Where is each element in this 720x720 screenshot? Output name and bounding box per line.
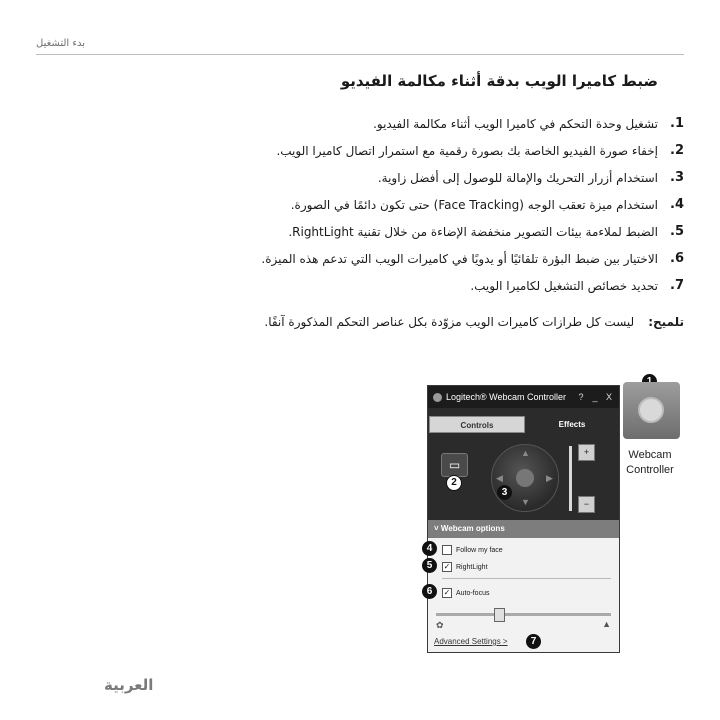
follow-face-label: Follow my face bbox=[456, 546, 503, 554]
tab-effects[interactable]: Effects bbox=[558, 420, 586, 429]
autofocus-label: Auto-focus bbox=[456, 589, 490, 597]
pan-right-icon[interactable]: ▶ bbox=[546, 473, 553, 483]
list-item bbox=[124, 220, 684, 247]
focus-slider[interactable] bbox=[436, 613, 611, 616]
tip-note bbox=[264, 315, 684, 329]
webcam-options-header[interactable] bbox=[428, 520, 619, 538]
step-text: الاختيار بين ضبط البؤرة تلقائيًا أو يدويًا في كاميرات الويب التي تدعم هذه الميزة. bbox=[261, 252, 658, 266]
divider bbox=[442, 578, 611, 579]
zoom-out-icon[interactable]: − bbox=[578, 496, 595, 513]
advanced-settings-link[interactable]: Advanced Settings > bbox=[434, 637, 508, 646]
focus-slider-thumb[interactable] bbox=[494, 608, 505, 622]
callout-marker-3: 3 bbox=[497, 485, 512, 500]
pan-left-icon[interactable]: ◀ bbox=[496, 473, 503, 483]
tip-text: ليست كل طرازات كاميرات الويب مزوّدة بكل عناصر التحكم المذكورة آنفًا. bbox=[264, 315, 635, 329]
window-title: Logitech® Webcam Controller bbox=[446, 392, 567, 402]
video-mute-button[interactable]: ▭ bbox=[441, 453, 468, 477]
zoom-track[interactable] bbox=[569, 446, 572, 511]
minimize-button[interactable]: _ bbox=[592, 392, 598, 402]
step-text: استخدام أزرار التحريك والإمالة للوصول إلى أفضل زاوية. bbox=[377, 171, 658, 185]
rightlight-option[interactable] bbox=[442, 562, 488, 572]
callout-marker-5: 5 bbox=[422, 558, 437, 573]
webcam-controller-window bbox=[427, 385, 620, 653]
rightlight-label: RightLight bbox=[456, 563, 488, 571]
step-number: 4. bbox=[670, 197, 684, 212]
step-text: إخفاء صورة الفيديو الخاصة بك بصورة رقمية مع استمرار اتصال كاميرا الويب. bbox=[276, 144, 658, 158]
step-text: استخدام ميزة تعقب الوجه (Face Tracking) حتى تكون دائمًا في الصورة. bbox=[290, 198, 658, 212]
step-number: 5. bbox=[670, 224, 684, 239]
step-text: تشغيل وحدة التحكم في كاميرا الويب أثناء مكالمة الفيديو. bbox=[373, 117, 658, 131]
app-label: Webcam Controller bbox=[626, 449, 674, 476]
zoom-in-icon[interactable]: + bbox=[578, 444, 595, 461]
callout-marker-6: 6 bbox=[422, 584, 437, 599]
callout-marker-7: 7 bbox=[526, 634, 541, 649]
tilt-up-icon[interactable]: ▲ bbox=[521, 448, 530, 458]
section-title: بدء التشغيل bbox=[36, 38, 86, 49]
page-header bbox=[36, 36, 684, 55]
step-text: الضبط لملاءمة بيئات التصوير منخفضة الإضاءة من خلال تقنية RightLight. bbox=[288, 225, 658, 239]
pan-tilt-icon bbox=[638, 397, 664, 423]
close-button[interactable]: X bbox=[605, 392, 612, 402]
options-header-label: Webcam options bbox=[440, 524, 505, 533]
language-label: العربية bbox=[104, 676, 154, 694]
follow-face-checkbox[interactable] bbox=[442, 545, 452, 555]
step-number: 7. bbox=[670, 278, 684, 293]
pan-tilt-pad[interactable] bbox=[491, 444, 559, 512]
tab-controls[interactable]: Controls bbox=[429, 416, 525, 433]
list-item bbox=[124, 193, 684, 220]
step-number: 3. bbox=[670, 170, 684, 185]
chevron-down-icon: ˅ bbox=[434, 524, 439, 533]
list-item bbox=[124, 166, 684, 193]
callout-marker-2: 2 bbox=[446, 475, 462, 491]
list-item bbox=[124, 139, 684, 166]
tip-label: تلميح: bbox=[648, 315, 684, 329]
list-item bbox=[124, 112, 684, 139]
page-title: ضبط كاميرا الويب بدقة أثناء مكالمة الفيديو bbox=[340, 72, 658, 90]
webcam-controller-app-icon[interactable] bbox=[623, 382, 680, 439]
rightlight-checkbox[interactable]: ✓ bbox=[443, 562, 451, 571]
help-button[interactable]: ? bbox=[578, 392, 584, 402]
controls-panel bbox=[428, 408, 619, 520]
step-number: 2. bbox=[670, 143, 684, 158]
autofocus-checkbox[interactable]: ✓ bbox=[443, 588, 451, 597]
step-number: 1. bbox=[670, 116, 684, 131]
tab-bar bbox=[428, 416, 619, 433]
step-text: تحديد خصائص التشغيل لكاميرا الويب. bbox=[470, 279, 658, 293]
logitech-icon bbox=[433, 393, 442, 402]
tilt-down-icon[interactable]: ▼ bbox=[521, 497, 530, 507]
follow-face-option[interactable] bbox=[442, 545, 503, 555]
focus-far-icon: ▲ bbox=[602, 619, 611, 629]
autofocus-option[interactable] bbox=[442, 588, 489, 598]
focus-near-icon: ✿ bbox=[436, 620, 444, 630]
list-item bbox=[124, 274, 684, 301]
window-titlebar bbox=[428, 386, 619, 408]
step-number: 6. bbox=[670, 251, 684, 266]
callout-marker-4: 4 bbox=[422, 541, 437, 556]
pad-center[interactable] bbox=[516, 469, 534, 487]
list-item bbox=[124, 247, 684, 274]
steps-list bbox=[124, 112, 684, 301]
